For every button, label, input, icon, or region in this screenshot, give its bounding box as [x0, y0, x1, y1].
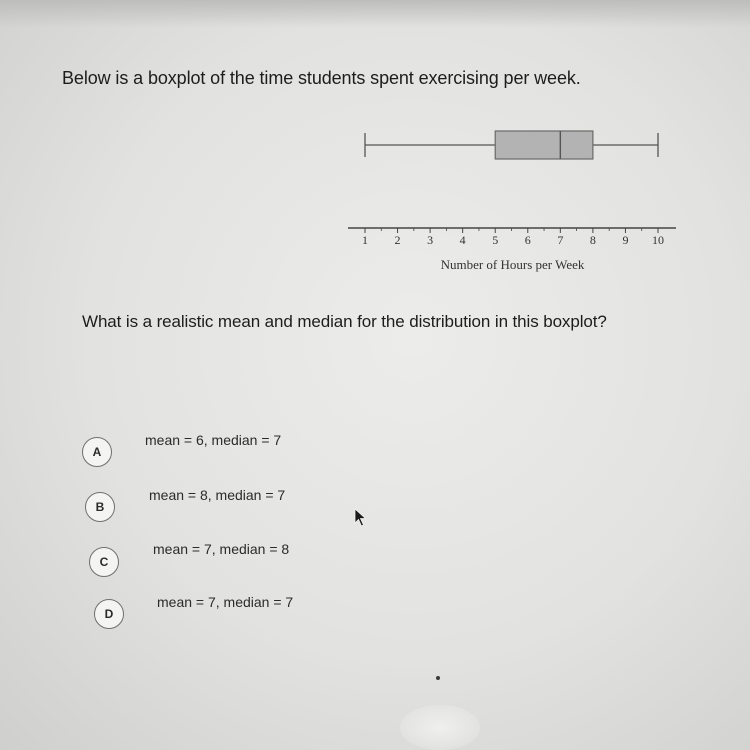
- option-b-text[interactable]: mean = 8, median = 7: [149, 487, 286, 503]
- question-prompt: What is a realistic mean and median for the distribution in this boxplot?: [82, 312, 607, 331]
- x-axis-label: Number of Hours per Week: [440, 257, 585, 272]
- x-tick-label: 3: [427, 233, 434, 247]
- option-d-text[interactable]: mean = 7, median = 7: [157, 594, 294, 610]
- box-iqr: [495, 131, 593, 159]
- x-tick-label: 8: [589, 233, 596, 247]
- screen-glare: [400, 705, 480, 750]
- option-d-circle[interactable]: D: [94, 599, 124, 629]
- x-tick-label: 5: [492, 233, 499, 247]
- option-a-circle[interactable]: A: [82, 437, 112, 467]
- x-tick-label: 6: [524, 233, 531, 247]
- x-tick-label: 7: [557, 233, 564, 247]
- option-b-circle[interactable]: B: [85, 492, 115, 522]
- x-tick-label: 4: [459, 233, 466, 247]
- mouse-cursor-icon: [354, 508, 368, 528]
- boxplot-chart: [0, 0, 750, 300]
- x-tick-label: 9: [622, 233, 629, 247]
- x-tick-label: 1: [362, 233, 368, 247]
- screen-dot: [436, 676, 440, 680]
- option-c-circle[interactable]: C: [89, 547, 119, 577]
- question-title: Below is a boxplot of the time students spent exercising per week.: [62, 68, 581, 88]
- x-tick-label: 2: [394, 233, 401, 247]
- x-tick-label: 10: [652, 233, 664, 247]
- option-a-text[interactable]: mean = 6, median = 7: [145, 432, 282, 448]
- option-c-text[interactable]: mean = 7, median = 8: [153, 541, 290, 557]
